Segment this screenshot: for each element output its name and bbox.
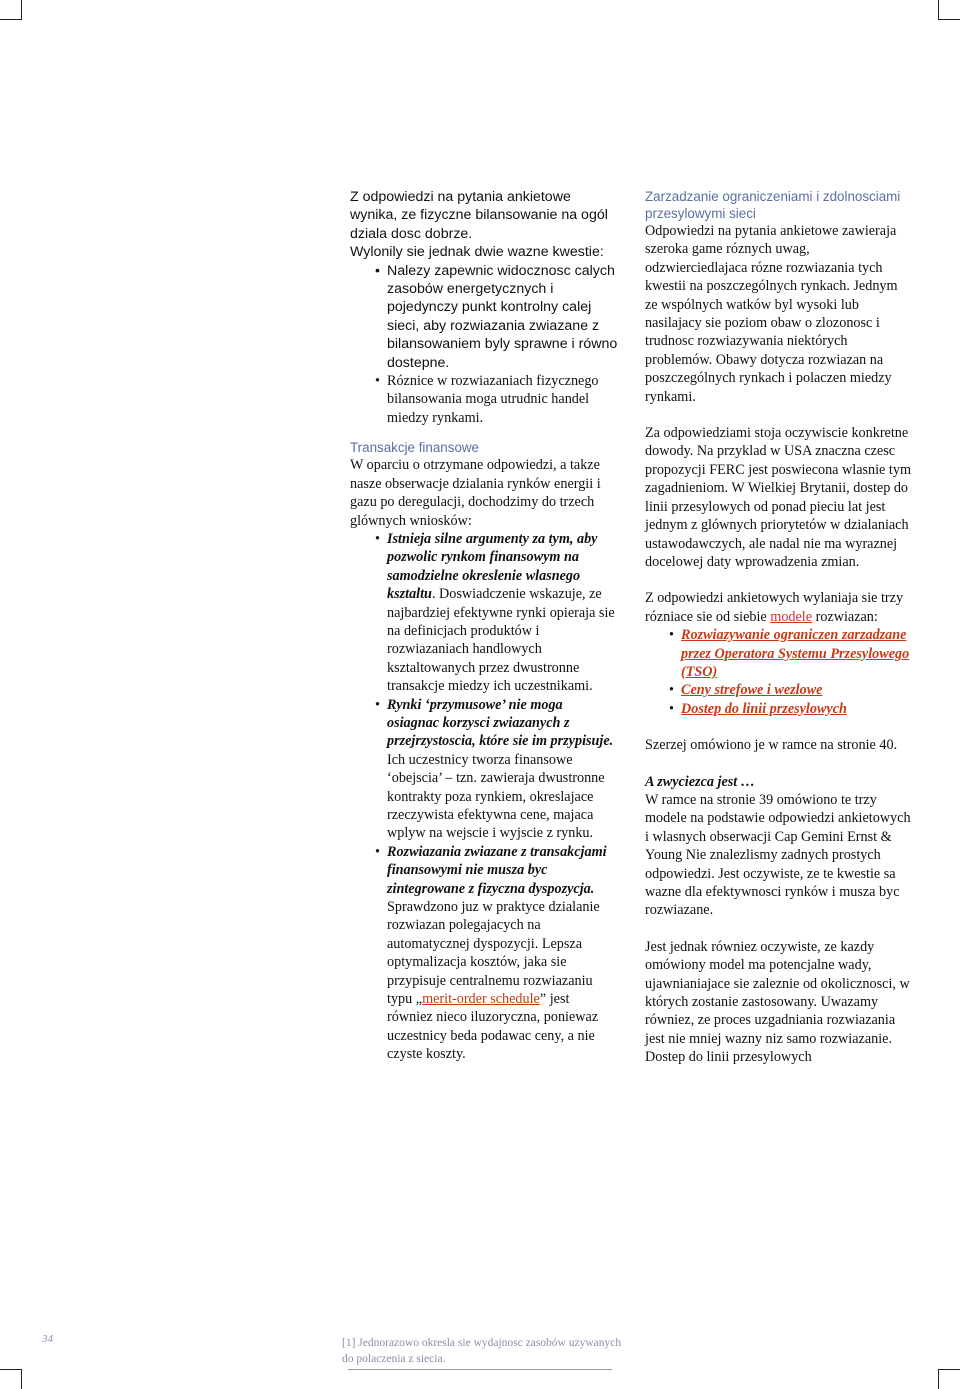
reference-paragraph: Szerzej omówiono je w ramce na stronie 40. xyxy=(645,737,898,754)
conclusion-text: . Doswiadczenie wskazuje, ze najbardziej efektywne rynki opieraja sie na definicjach produktów i rozwiazaniach handlowych ksztaltowanych przez dwustronne transakcje miedzy ich uczestnikami. xyxy=(387,586,615,695)
congestion-paragraph: Odpowiedzi na pytania ankietowe zawieraja szeroka game róznych uwag, odzwierciedlajaca rózne rozwiazania tych kwestii na poszczególnych rynkach. Jednym ze wspólnych watków byl wysoki lub nasilajacy sie poziom obaw o zlozonosc i trudnosc rozwiazywania niektórych problemów. Obawy dotycza rozwiazan na poszczególnych rynkach i polaczen miedzy rynkami. xyxy=(645,223,898,405)
conclusion-bold: Rozwiazania zwiazane z transakcjami finansowymi nie musza byc zintegrowane z fizyczna dyspozycja. xyxy=(387,843,607,897)
conclusions-list xyxy=(350,530,618,1064)
closing-paragraph: Jest jednak równiez oczywiste, ze kazdy omówiony model ma potencjalne wady, ujawnianiajace sie zaleznie od okolicznosci, w których zostanie zastosowany. Uwazamy równiez, ze proces uzgadniania rozwiazania jest nie mniej wazny niz samo rozwiazanie. Dostep do linii przesylowych xyxy=(645,938,910,1066)
list-item xyxy=(387,696,618,843)
footnote: [1] Jednorazowo okresla sie wydajnosc zasobów uzywanych do polaczenia z siecia. xyxy=(342,1337,622,1365)
merit-order-link[interactable]: merit-order schedule xyxy=(422,991,540,1008)
conclusion-bold: Istnieja silne argumenty za tym, aby pozwolic rynkom finansowym na samodzielne okreslenie wlasnego ksztaltu xyxy=(387,530,598,603)
footnote-divider xyxy=(348,1369,612,1370)
right-column xyxy=(645,188,913,1067)
crop-mark-bl-h xyxy=(0,1369,22,1370)
conclusion-bold: Rynki ‘przymusowe’ nie moga osiagnac korzysci zwiazanych z przejrzystoscia, które sie im przypisuje. xyxy=(387,696,614,750)
model-link-access[interactable]: Dostep do linii przesylowych xyxy=(681,700,847,717)
model-link-zonal[interactable]: Ceny strefowe i wezlowe xyxy=(681,682,823,699)
crop-mark-br-v xyxy=(938,1369,939,1389)
crop-mark-br-h xyxy=(938,1369,960,1370)
issues-intro: Wylonily sie jednak dwie wazne kwestie: xyxy=(350,244,604,261)
section-heading-financial: Transakcje finansowe xyxy=(350,440,480,456)
list-item xyxy=(387,530,618,696)
conclusion-text: ” jest równiez nieco iluzoryczna, poniewaz uczestnicy beda podawac ceny, a nie czyste koszty. xyxy=(387,991,599,1063)
intro-paragraph: Z odpowiedzi na pytania ankietowe wynika, ze fizyczne bilansowanie na ogól dziala dosc dobrze. xyxy=(350,189,608,242)
winner-subheading: A zwyciezca jest … xyxy=(645,773,755,790)
issues-list xyxy=(350,262,618,428)
list-item: • Nalezy zapewnic widocznosc calych zasobów energetycznych i pojedynczy punkt kontrolny calej sieci, aby rozwiazania zwiazane z bilansowaniem byly sprawne i równo dostepne. xyxy=(387,262,618,372)
crop-mark-tr-h xyxy=(938,19,960,20)
list-item xyxy=(681,681,913,699)
page-number: 34 xyxy=(42,1333,53,1345)
crop-mark-tl-h xyxy=(0,19,22,20)
left-column xyxy=(350,188,618,1064)
list-item: • Róznice w rozwiazaniach fizycznego bilansowania moga utrudnic handel miedzy rynkami. xyxy=(387,372,618,427)
evidence-paragraph: Za odpowiedziami stoja oczywiscie konkretne dowody. Na przyklad w USA znaczna czesc propozycji FERC jest poswiecona wlasnie tym zagadnieniom. W Wielkiej Brytanii, dostep do linii przesylowych od ponad pieciu lat jest jednym z glównych priorytetów w dzialaniach ustawodawczych, ale nadal nie ma wyraznej docelowej daty wprowadzenia zmian. xyxy=(645,425,911,570)
crop-mark-tl-v xyxy=(21,0,22,20)
models-link[interactable]: modele xyxy=(770,608,813,625)
model-link-tso[interactable]: Rozwiazywanie ograniczen zarzadzane przez Operatora Systemu Przesylowego (TSO) xyxy=(681,627,910,680)
list-item xyxy=(387,843,618,1064)
crop-mark-tr-v xyxy=(938,0,939,20)
crop-mark-bl-v xyxy=(21,1369,22,1389)
winner-paragraph: W ramce na stronie 39 omówiono te trzy modele na podstawie odpowiedzi ankietowych i wlasnych obserwacji Cap Gemini Ernst & Young Nie znalezlismy zadnych prostych odpowiedzi. Jest oczywiste, ze te kwestie sa wazne dla efektywnosci rynków i musza byc rozwiazane. xyxy=(645,791,911,919)
models-intro: Z odpowiedzi ankietowych wylaniaja sie trzy rózniace sie od siebie modele rozwiazan: xyxy=(645,590,904,625)
conclusion-text: Ich uczestnicy tworza finansowe ‘obejscia’ – tzn. zawieraja dwustronne kontrakty poza rynkiem, okreslajace rzeczywista efektywna cene, majaca wplyw na wejscie i wyjscie z rynku. xyxy=(387,751,605,842)
financial-intro: W oparciu o otrzymane odpowiedzi, a takze nasze obserwacje dzialania rynków energii i gazu po deregulacji, dochodzimy do trzech glównych wniosków: xyxy=(350,457,601,529)
models-list xyxy=(645,626,913,718)
list-item xyxy=(681,700,913,718)
list-item xyxy=(681,626,913,681)
conclusion-text: Sprawdzono juz w praktyce dzialanie rozwiazan polegajacych na automatycznej dyspozycji. Lepsza optymalizacja kosztów, jaka sie przypisuje centralnemu rozwiazaniu typu „ xyxy=(387,899,600,1008)
section-heading-congestion: Zarzadzanie ograniczeniami i zdolnosciami przesylowymi sieci xyxy=(645,189,901,221)
